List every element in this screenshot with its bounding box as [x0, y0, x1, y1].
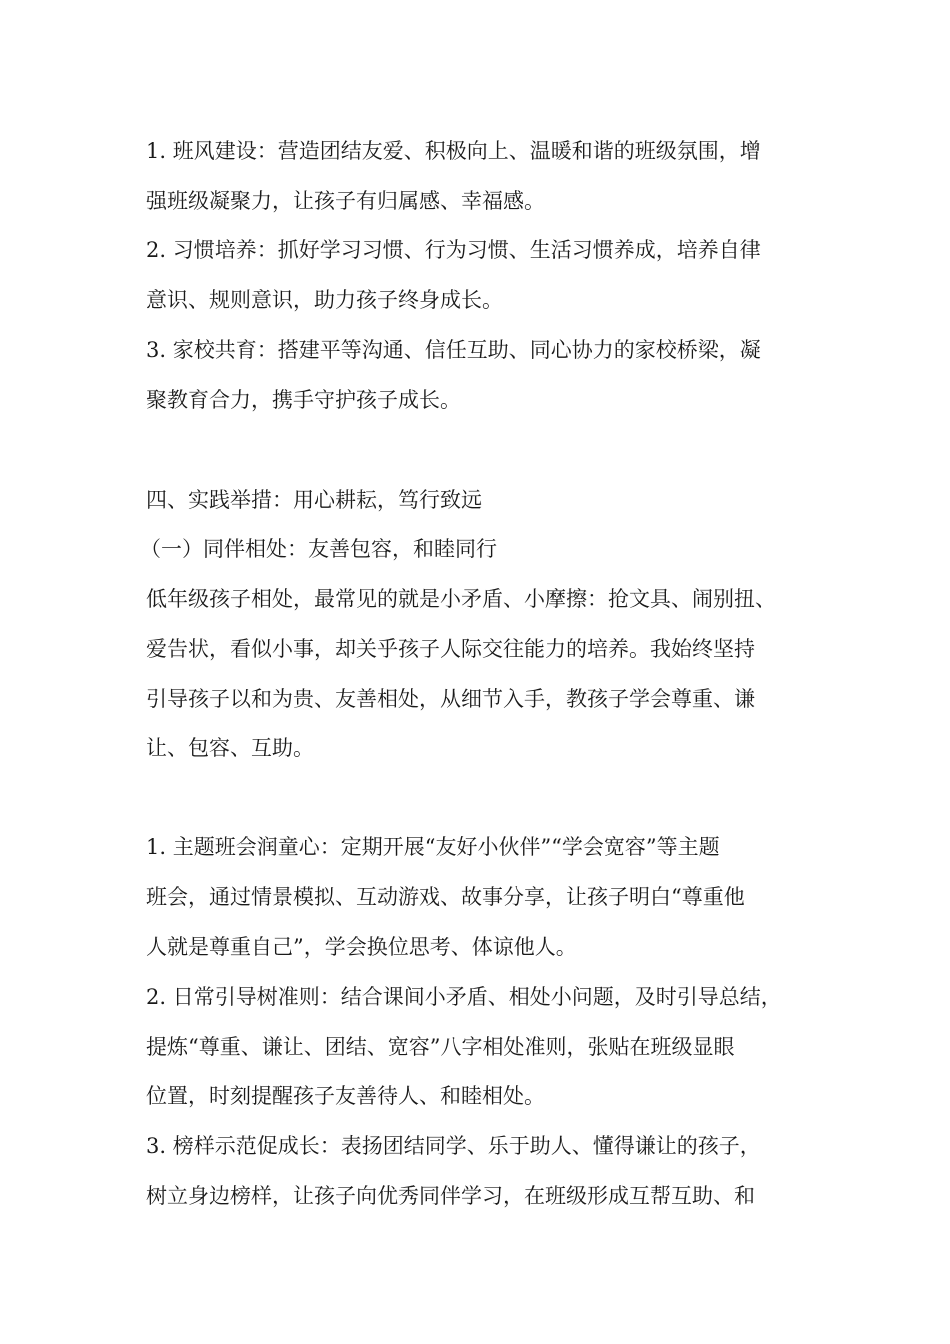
goal-item-2-line-1: 2. 习惯培养：抓好学习习惯、行为习惯、生活习惯养成，培养自律: [146, 238, 761, 262]
paragraph-line-2: 爱告状，看似小事，却关乎孩子人际交往能力的培养。我始终坚持: [146, 637, 755, 661]
measure-item-2-line-1: 2. 日常引导树准则：结合课间小矛盾、相处小问题，及时引导总结，: [146, 985, 782, 1009]
measure-item-1-line-2: 班会，通过情景模拟、互动游戏、故事分享，让孩子明白“尊重他: [146, 885, 745, 909]
goal-item-1-line-1: 1. 班风建设：营造团结友爱、积极向上、温暖和谐的班级氛围，增: [146, 139, 761, 163]
goal-item-1-line-2: 强班级凝聚力，让孩子有归属感、幸福感。: [146, 189, 545, 213]
paragraph-line-1: 低年级孩子相处，最常见的就是小矛盾、小摩擦：抢文具、闹别扭、: [146, 587, 776, 611]
paragraph-line-4: 让、包容、互助。: [146, 736, 314, 760]
measure-item-3-line-1: 3. 榜样示范促成长：表扬团结同学、乐于助人、懂得谦让的孩子，: [146, 1134, 761, 1158]
goal-item-3-line-2: 聚教育合力，携手守护孩子成长。: [146, 388, 461, 412]
goal-item-2-line-2: 意识、规则意识，助力孩子终身成长。: [146, 288, 503, 312]
measure-item-2-line-2: 提炼“尊重、谦让、团结、宽容”八字相处准则，张贴在班级显眼: [146, 1035, 735, 1059]
subsection-heading: （一）同伴相处：友善包容，和睦同行: [140, 537, 497, 561]
measure-item-1-line-3: 人就是尊重自己”，学会换位思考、体谅他人。: [146, 935, 577, 959]
goal-item-3-line-1: 3. 家校共育：搭建平等沟通、信任互助、同心协力的家校桥梁，凝: [146, 338, 761, 362]
measure-item-1-line-1: 1. 主题班会润童心：定期开展“友好小伙伴”“学会宽容”等主题: [146, 835, 720, 859]
paragraph-line-3: 引导孩子以和为贵、友善相处，从细节入手，教孩子学会尊重、谦: [146, 687, 755, 711]
section-heading: 四、实践举措：用心耕耘，笃行致远: [146, 488, 482, 512]
measure-item-3-line-2: 树立身边榜样，让孩子向优秀同伴学习，在班级形成互帮互助、和: [146, 1184, 755, 1208]
measure-item-2-line-3: 位置，时刻提醒孩子友善待人、和睦相处。: [146, 1084, 545, 1108]
